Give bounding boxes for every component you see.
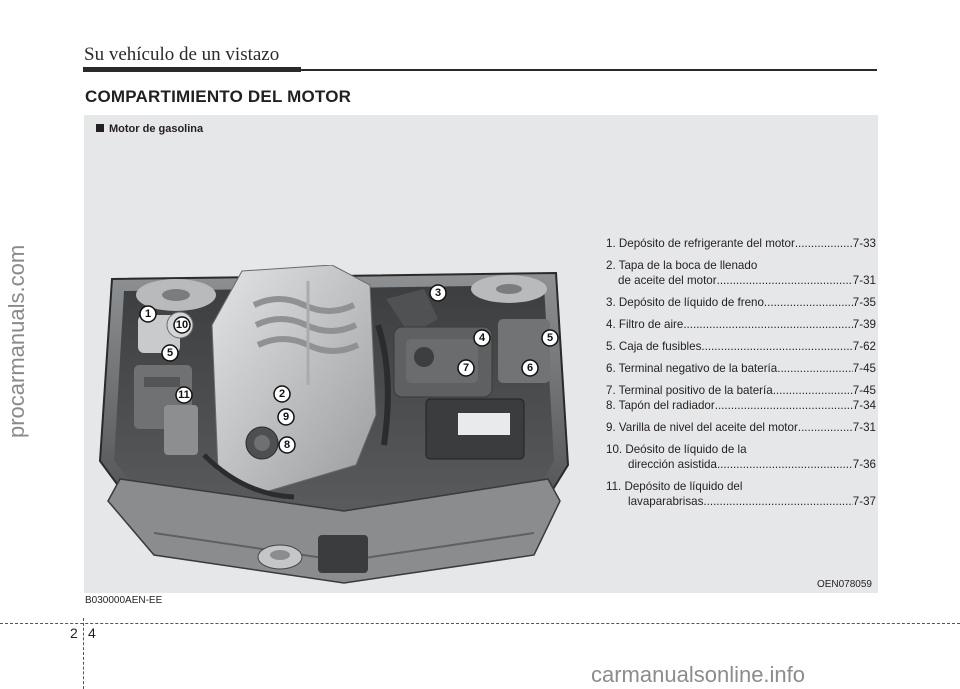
document-code: B030000AEN-EE [85, 595, 163, 606]
legend-page-ref: 7-31 [852, 274, 876, 287]
legend-text: 1. Depósito de refrigerante del motor [606, 237, 795, 250]
callout-label: 9 [282, 411, 290, 423]
callout-3 [430, 285, 446, 301]
callout-label: 11 [178, 389, 190, 401]
callout-2 [274, 386, 290, 402]
legend-line [606, 479, 876, 494]
watermark-bottom: carmanualsonline.info [591, 662, 806, 687]
legend-page-ref: 7-45 [852, 362, 876, 375]
legend-line [606, 383, 876, 398]
dot-leader [717, 273, 853, 288]
figure-caption [96, 123, 203, 135]
legend-line [606, 295, 876, 310]
legend-item [606, 442, 876, 472]
legend-line [606, 273, 876, 288]
legend-text: 4. Filtro de aire [606, 318, 684, 331]
legend-line [606, 442, 876, 457]
legend-line [606, 258, 876, 273]
chapter-number: 2 [70, 625, 78, 641]
legend-text: 2. Tapa de la boca de llenado [606, 259, 758, 272]
callout-label: 4 [478, 332, 486, 344]
callout-label: 6 [526, 362, 534, 374]
dot-leader [764, 295, 853, 310]
callout-9 [278, 409, 294, 425]
legend-line [606, 236, 876, 251]
square-bullet-icon [96, 124, 104, 132]
dot-leader [717, 457, 853, 472]
callout-7 [458, 360, 474, 376]
legend-page-ref: 7-37 [852, 495, 876, 508]
figure-panel [84, 115, 878, 593]
legend-page-ref: 7-45 [852, 384, 876, 397]
figure-caption-text: Motor de gasolina [109, 123, 204, 135]
legend-text: de aceite del motor [618, 274, 717, 287]
header-rule-thin [301, 69, 877, 71]
callout-label: 7 [462, 362, 470, 374]
legend-text: 3. Depósito de líquido de freno [606, 296, 764, 309]
callout-label: 5 [166, 347, 174, 359]
legend-line [606, 361, 876, 376]
callout-1 [140, 306, 156, 322]
footer-rule [0, 623, 960, 624]
legend-item [606, 317, 876, 332]
callout-5-left [162, 345, 178, 361]
legend-item [606, 479, 876, 509]
legend-text: 7. Terminal positivo de la batería [606, 384, 773, 397]
callout-6 [522, 360, 538, 376]
section-title: COMPARTIMIENTO DEL MOTOR [85, 87, 352, 106]
legend-line [606, 494, 876, 509]
callout-label: 3 [434, 287, 442, 299]
legend-text: lavaparabrisas [628, 495, 704, 508]
page-number: 4 [88, 625, 96, 641]
figure-ref-code: OEN078059 [816, 579, 872, 590]
legend-text: dirección asistida [628, 458, 717, 471]
legend-page-ref: 7-34 [852, 399, 876, 412]
callout-4 [474, 330, 490, 346]
legend-item [606, 383, 876, 413]
legend-page-ref: 7-31 [852, 421, 876, 434]
legend-line [606, 317, 876, 332]
callout-label: 8 [283, 439, 291, 451]
legend-line [606, 457, 876, 472]
footer-divider [83, 618, 84, 689]
dot-leader [703, 494, 852, 509]
engine-illustration [94, 265, 574, 595]
legend-page-ref: 7-33 [852, 237, 876, 250]
legend-line [606, 339, 876, 354]
callout-5-right [542, 330, 558, 346]
running-header: Su vehículo de un vistazo [84, 44, 280, 65]
legend-text: 11. Depósito de líquido del [606, 480, 743, 493]
legend-item [606, 361, 876, 376]
component-legend [606, 236, 876, 516]
legend-item [606, 236, 876, 251]
dot-leader [777, 361, 853, 376]
legend-page-ref: 7-39 [852, 318, 876, 331]
legend-item [606, 339, 876, 354]
legend-item [606, 258, 876, 288]
callout-11 [176, 387, 192, 403]
legend-text: 5. Caja de fusibles [606, 340, 702, 353]
legend-page-ref: 7-35 [852, 296, 876, 309]
legend-text: 9. Varilla de nivel del aceite del motor [606, 421, 798, 434]
legend-page-ref: 7-62 [852, 340, 876, 353]
legend-line [606, 420, 876, 435]
callout-label: 1 [144, 308, 152, 320]
legend-item [606, 295, 876, 310]
dot-leader [715, 398, 853, 413]
callout-label: 10 [175, 319, 189, 331]
callout-10 [174, 317, 190, 333]
dot-leader [795, 236, 853, 251]
dot-leader [701, 339, 852, 354]
legend-item [606, 420, 876, 435]
legend-page-ref: 7-36 [852, 458, 876, 471]
legend-text: 6. Terminal negativo de la batería [606, 362, 778, 375]
callout-label: 2 [278, 388, 286, 400]
dot-leader [773, 383, 853, 398]
legend-line [606, 398, 876, 413]
dot-leader [683, 317, 852, 332]
dot-leader [798, 420, 853, 435]
callout-label: 5 [546, 332, 554, 344]
legend-text: 8. Tapón del radiador [606, 399, 715, 412]
watermark-left: procarmanuals.com [4, 244, 29, 438]
callout-8 [279, 437, 295, 453]
header-rule-thick [83, 67, 301, 72]
legend-text: 10. Deósito de líquido de la [606, 443, 747, 456]
